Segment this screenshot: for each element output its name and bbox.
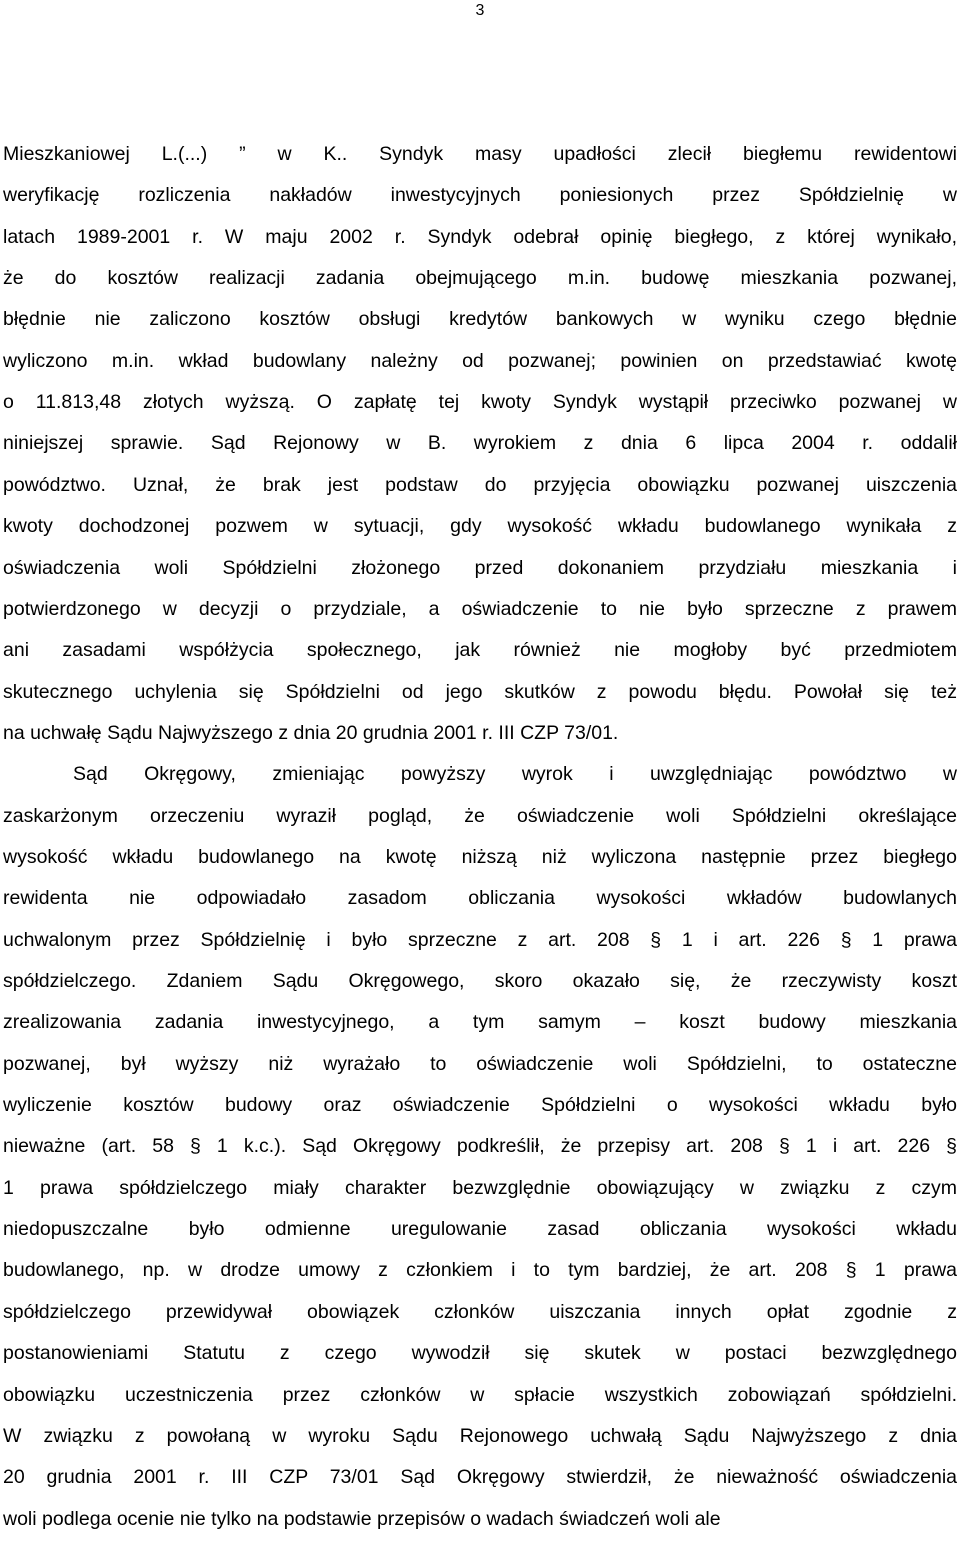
text-line: uchwalonym przez Spółdzielnię i było sprzeczne z art. 208 § 1 i art. 226 § 1 prawa	[3, 928, 957, 951]
text-line: weryfikację rozliczenia nakładów inwestycyjnych poniesionych przez Spółdzielnię w	[3, 184, 957, 207]
text-line: ani zasadami współżycia społecznego, jak również nie mogłoby być przedmiotem	[3, 639, 957, 662]
page-number: 3	[475, 2, 485, 19]
text-line: zrealizowania zadania inwestycyjnego, a tym samym – koszt budowy mieszkania	[3, 1011, 957, 1034]
text-line: W związku z powołaną w wyroku Sądu Rejonowego uchwałą Sądu Najwyższego z dnia	[3, 1424, 957, 1447]
text-line: niedopuszczalne było odmienne uregulowanie zasad obliczania wysokości wkładu	[3, 1218, 957, 1241]
text-line: rewidenta nie odpowiadało zasadom obliczania wysokości wkładów budowlanych	[3, 887, 957, 910]
text-line: na uchwałę Sądu Najwyższego z dnia 20 grudnia 2001 r. III CZP 73/01.	[3, 721, 619, 744]
text-line: spółdzielczego. Zdaniem Sądu Okręgowego, skoro okazało się, że rzeczywisty koszt	[3, 970, 957, 992]
text-line: Sąd Okręgowy, zmieniając powyższy wyrok i uwzględniając powództwo w	[73, 763, 957, 786]
text-line: postanowieniami Statutu z czego wywodził się skutek w postaci bezwzględnego	[3, 1342, 957, 1365]
text-line: woli podlega ocenie nie tylko na podstawie przepisów o wadach świadczeń woli ale	[3, 1507, 721, 1530]
text-line: pozwanej, był wyższy niż wyrażało to oświadczenie woli Spółdzielni, to ostateczne	[3, 1052, 957, 1075]
text-line: 1 prawa spółdzielczego miały charakter bezwzględnie obowiązujący w związku z czym	[3, 1176, 957, 1199]
text-line: kwoty dochodzonej pozwem w sytuacji, gdy wysokość wkładu budowlanego wynikała z	[3, 515, 957, 538]
text-line: o 11.813,48 złotych wyższą. O zapłatę tej kwoty Syndyk wystąpił przeciwko pozwanej w	[3, 391, 957, 414]
text-line: nieważne (art. 58 § 1 k.c.). Sąd Okręgowy podkreślił, że przepisy art. 208 § 1 i art. 226 §	[3, 1135, 957, 1158]
text-line: błędnie nie zaliczono kosztów obsługi kredytów bankowych w wyniku czego błędnie	[3, 308, 957, 331]
text-line: latach 1989-2001 r. W maju 2002 r. Syndyk odebrał opinię biegłego, z której wynikało,	[3, 225, 957, 248]
text-line: obowiązku uczestniczenia przez członków w spłacie wszystkich zobowiązań spółdzielni.	[3, 1383, 957, 1406]
text-line: skutecznego uchylenia się Spółdzielni od jego skutków z powodu błędu. Powołał się też	[3, 680, 957, 703]
text-line: powództwo. Uznał, że brak jest podstaw do przyjęcia obowiązku pozwanej uiszczenia	[3, 473, 957, 496]
text-line: niniejszej sprawie. Sąd Rejonowy w B. wyrokiem z dnia 6 lipca 2004 r. oddalił	[3, 432, 957, 455]
text-line: wysokość wkładu budowlanego na kwotę niższą niż wyliczona następnie przez biegłego	[3, 845, 957, 868]
text-line: zaskarżonym orzeczeniu wyraził pogląd, że oświadczenie woli Spółdzielni określające	[3, 804, 957, 827]
text-line: wyliczono m.in. wkład budowlany należny od pozwanej; powinien on przedstawiać kwotę	[3, 349, 957, 372]
text-line: spółdzielczego przewidywał obowiązek członków uiszczania innych opłat zgodnie z	[3, 1300, 957, 1323]
text-line: 20 grudnia 2001 r. III CZP 73/01 Sąd Okręgowy stwierdził, że nieważność oświadczenia	[3, 1466, 957, 1489]
text-line: oświadczenia woli Spółdzielni złożonego przed dokonaniem przydziału mieszkania i	[3, 556, 957, 579]
text-line: potwierdzonego w decyzji o przydziale, a oświadczenie to nie było sprzeczne z prawem	[3, 597, 957, 620]
text-line: Mieszkaniowej L.(...) ” w K.. Syndyk masy upadłości zlecił biegłemu rewidentowi	[3, 143, 957, 165]
text-line: budowlanego, np. w drodze umowy z członkiem i to tym bardziej, że art. 208 § 1 prawa	[3, 1259, 957, 1282]
text-line: że do kosztów realizacji zadania obejmującego m.in. budowę mieszkania pozwanej,	[3, 267, 957, 290]
text-line: wyliczenie kosztów budowy oraz oświadczenie Spółdzielni o wysokości wkładu było	[3, 1094, 957, 1117]
